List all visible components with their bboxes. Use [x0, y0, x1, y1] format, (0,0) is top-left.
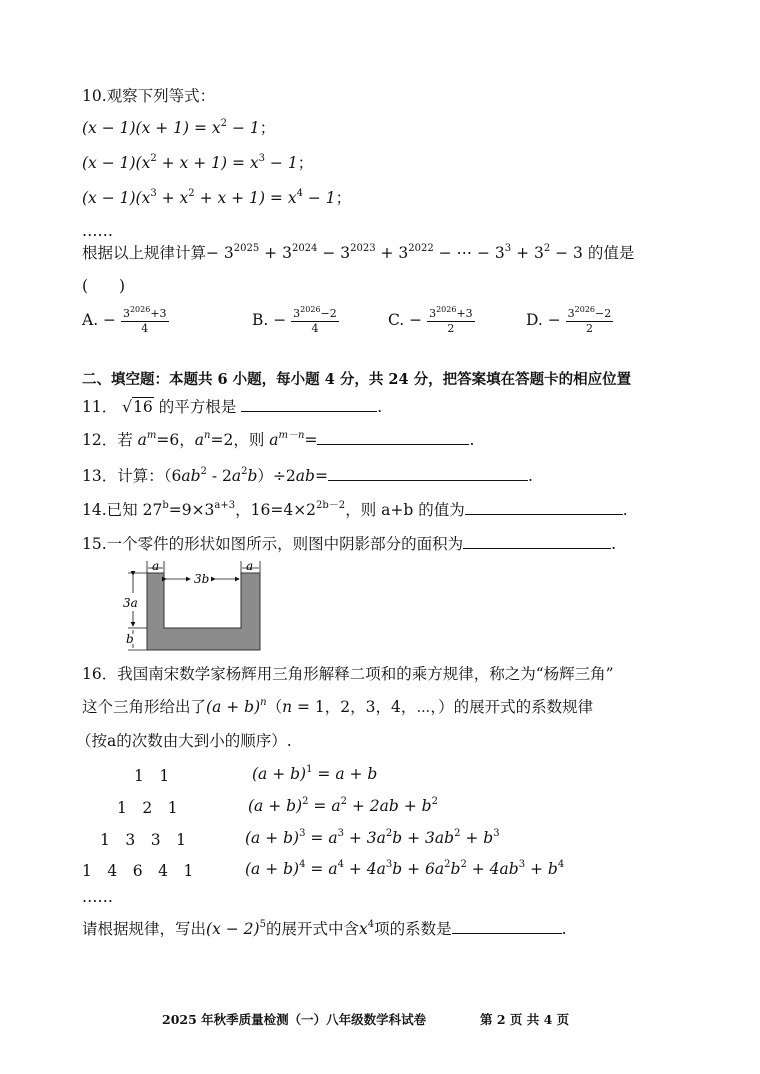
option-d-label: D. — [526, 311, 543, 329]
option-c-fraction: $\frac{3^{2026}+3}{2}$ — [429, 305, 473, 335]
q16-n-values: （n = 1，2，3，4，⋯，） — [266, 698, 454, 716]
fig-label-a-left: a — [152, 559, 160, 573]
fig-label-3b: 3b — [194, 572, 210, 586]
q16-dots: …… — [82, 888, 113, 906]
q16-line2 — [82, 697, 593, 720]
q16-line3: （按a的次数由大到小的顺序）. — [76, 732, 292, 750]
q15-answer-blank[interactable] — [463, 534, 611, 549]
q15 — [82, 534, 616, 554]
expansion-4: $(a + b)^4 = a^4 + 4a^3b + 6a^2b^2 + 4ab^3 + b^4$ — [245, 859, 565, 878]
q12-answer-blank[interactable] — [317, 430, 469, 445]
q16-line2-post: 的展开式的系数规律 — [453, 698, 594, 716]
q10-dots: …… — [82, 222, 113, 240]
q13-end: . — [527, 467, 533, 485]
expansion-2: $(a + b)^2 = a^2 + 2ab + b^2$ — [248, 796, 438, 815]
q11-answer-blank[interactable] — [241, 397, 377, 412]
option-a-fraction: $\frac{3^{2026}+3}{4}$ — [122, 305, 167, 335]
q14-text2: =9×3 — [168, 501, 215, 519]
q13-expression: $(6ab^2 - 2a^2b)\div 2ab=$ — [163, 466, 328, 485]
q11-text: 的平方根是 — [158, 398, 237, 416]
q10-eq2: $(x - 1)(x^2 + x + 1) = x^3 - 1$； — [82, 153, 314, 172]
q14-text3: ，16=4×2 — [235, 501, 317, 519]
footer-page-number: 第 2 页 共 4 页 — [480, 1012, 570, 1027]
q16-line1: 16．我国南宋数学家杨辉用三角形解释二项和的乘方规律，称之为“杨辉三角” — [82, 665, 614, 683]
fig-label-3a: 3a — [123, 596, 138, 610]
q10-prompt-suffix: 的值是 — [587, 244, 635, 262]
q15-figure — [120, 558, 268, 654]
q16-ask-binomial: $(x - 2)^5$ — [206, 919, 266, 938]
q14-text4: ，则 a+b 的值为 — [345, 501, 465, 519]
q15-end: . — [611, 535, 617, 553]
q16-ask-pre: 请根据规律，写出 — [82, 920, 207, 938]
q16-ask-post: 项的系数是 — [374, 920, 452, 938]
q10-option-c[interactable]: C. − $\frac{3^{2026}+3}{2}$ — [388, 305, 473, 335]
q11-radicand: 16 — [133, 398, 153, 416]
expansion-1: $(a + b)^1 = a + b$ — [252, 764, 378, 783]
option-d-fraction: $\frac{3^{2026}-2}{2}$ — [567, 305, 612, 335]
q10-option-d[interactable]: D. − $\frac{3^{2026}-2}{2}$ — [526, 305, 612, 335]
q16-binomial: $(a + b)^n$ — [206, 697, 267, 716]
option-b-fraction: $\frac{3^{2026}-2}{4}$ — [293, 305, 337, 335]
triangle-row-3: 1 3 3 1 — [100, 831, 186, 849]
q16-ask-mid: 的展开式中含 — [265, 920, 359, 938]
q12-an: $a^n$ — [194, 430, 211, 449]
q13-number: 13．计算： — [82, 467, 164, 485]
q14-text1: 已知 27 — [106, 501, 163, 519]
q12-am-n: $a^{m-n}$ — [269, 430, 305, 449]
q12-am: $a^m$ — [137, 430, 157, 449]
q10-prompt-prefix: 根据以上规律计算 — [82, 244, 207, 262]
q16-ask-term: $x^4$ — [358, 919, 375, 938]
expansion-3: $(a + b)^3 = a^3 + 3a^2b + 3ab^2 + b^3$ — [245, 828, 500, 847]
q16-ask — [82, 919, 567, 942]
q12-mid2: =2，则 — [210, 431, 265, 449]
option-c-label: C. — [388, 311, 405, 329]
fig-label-a-right: a — [246, 559, 254, 573]
q12-number: 12．若 — [82, 431, 133, 449]
q11-number: 11． — [82, 398, 118, 416]
q10-option-b[interactable]: B. − $\frac{3^{2026}-2}{4}$ — [252, 305, 337, 335]
q10-eq1: $(x - 1)(x + 1) = x^2 - 1$； — [82, 118, 276, 137]
q12 — [82, 430, 474, 453]
q15-text: 15.一个零件的形状如图所示，则图中阴影部分的面积为 — [82, 535, 464, 553]
q16-line2-pre: 这个三角形给出了 — [82, 698, 207, 716]
section-2-heading: 二、填空题：本题共 6 小题，每小题 4 分，共 24 分，把答案填在答题卡的相应位置 — [82, 371, 632, 388]
q13 — [82, 466, 533, 489]
q14-answer-blank[interactable] — [465, 500, 623, 515]
footer-title: 2025 年秋季质量检测（一）八年级数学科试卷 — [162, 1012, 427, 1027]
q11-sqrt: √16 — [122, 398, 153, 416]
q16-end: . — [561, 920, 567, 938]
q12-mid3: = — [304, 431, 318, 449]
fig-label-b: b — [126, 632, 134, 646]
q11-end: . — [377, 398, 383, 416]
q10-title: 10.观察下列等式： — [82, 87, 216, 105]
q12-mid1: =6， — [156, 431, 195, 449]
q10-answer-paren: ( ) — [82, 277, 126, 295]
q11 — [82, 397, 382, 417]
option-a-label: A. — [82, 311, 99, 329]
triangle-row-4: 1 4 6 4 1 — [82, 862, 194, 880]
option-b-label: B. — [252, 311, 269, 329]
q10-expression: − $3^{2025} + 3^{2024} - 3^{2023} + 3^{2022}$ − ⋯ − $3^3 + 3^2 - 3$ — [206, 243, 588, 262]
triangle-row-2: 1 2 1 — [117, 799, 178, 817]
q12-end: . — [469, 431, 475, 449]
triangle-row-1: 1 1 — [134, 767, 170, 785]
q10-eq3: $(x - 1)(x^3 + x^2 + x + 1) = x^4 - 1$； — [82, 188, 352, 207]
q13-answer-blank[interactable] — [328, 466, 528, 481]
q10-prompt — [82, 243, 634, 266]
q14-end: . — [622, 501, 628, 519]
q16-answer-blank[interactable] — [452, 919, 562, 934]
q14: 14.已知 $27^b=9\times 3^{a+3}$，$16=4\times 2^{2b-2}$，则 a+b 的值为 . — [82, 500, 628, 519]
q14-number: 14. — [82, 501, 107, 519]
q10-option-a[interactable]: A. − $\frac{3^{2026}+3}{4}$ — [82, 305, 167, 335]
